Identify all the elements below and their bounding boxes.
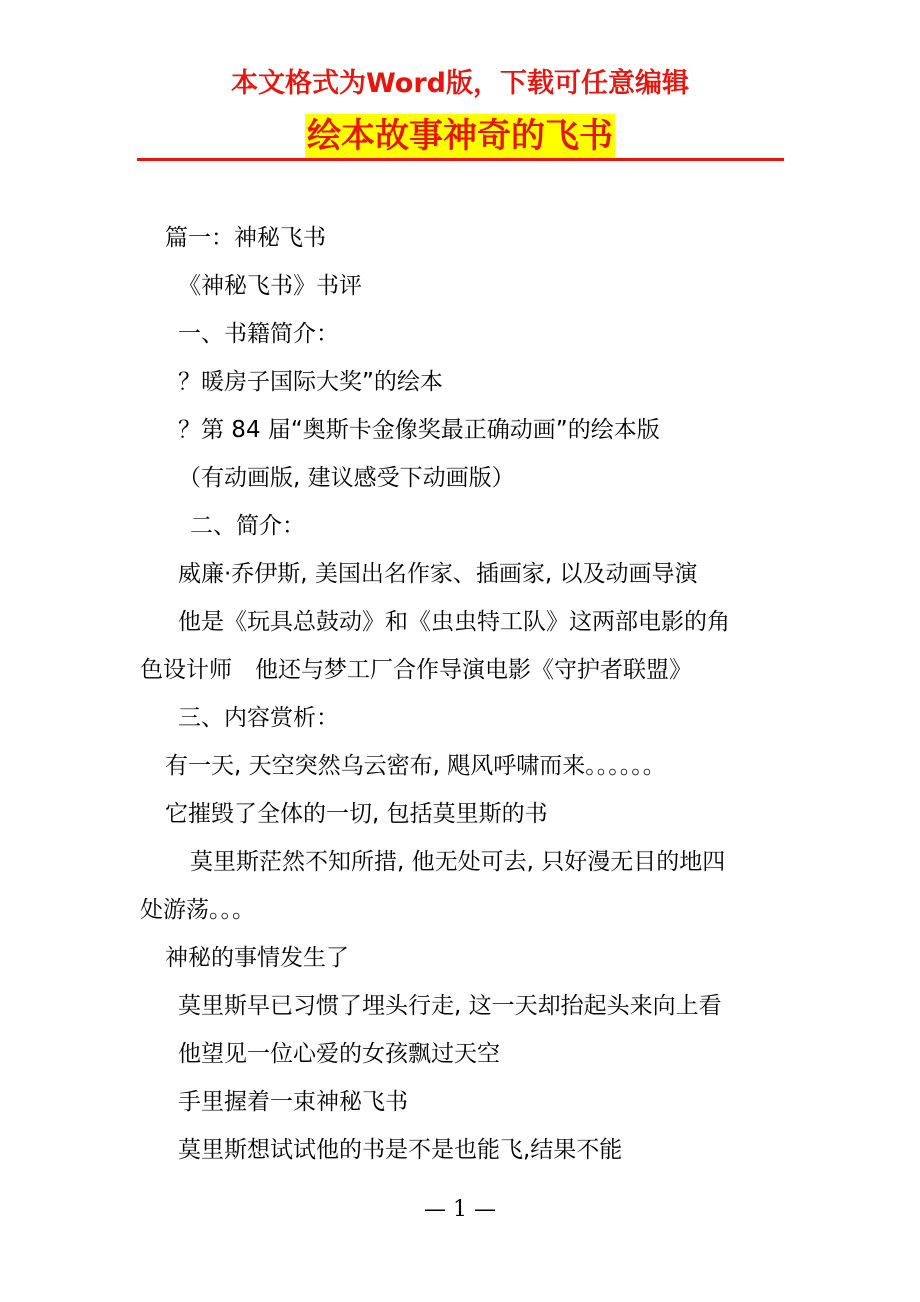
body-line: 莫里斯想试试他的书是不是也能飞,结果不能 (178, 1137, 623, 1163)
body-line: 他是《玩具总鼓动》和《虫虫特工队》这两部电影的角 (178, 609, 730, 635)
page-number: — 1 — (424, 1197, 496, 1222)
book-review-title: 《神秘飞书》书评 (178, 273, 362, 299)
body-line: （有动画版, 建议感受下动画版） (178, 465, 515, 491)
body-line: ？第 84 届“奥斯卡金像奖最正确动画”的绘本版 (178, 417, 660, 443)
title-container (0, 114, 920, 158)
body-line: 有一天, 天空突然乌云密布, 飓风呼啸而来。。。。。。 (165, 753, 666, 779)
body-line: 他望见一位心爱的女孩飘过天空 (178, 1041, 500, 1067)
format-notice-banner: 本文格式为Word版，下载可任意编辑 (230, 68, 689, 99)
body-line: 色设计师 他还与梦工厂合作导演电影《守护者联盟》 (140, 657, 692, 683)
body-line: 手里握着一束神秘飞书 (178, 1089, 408, 1115)
body-line: 神秘的事情发生了 (165, 945, 349, 971)
body-line: 莫里斯茫然不知所措, 他无处可去, 只好漫无目的地四 (190, 849, 726, 875)
title-divider (137, 158, 784, 161)
subsection-heading: 二、简介： (190, 513, 305, 539)
body-line: ？暖房子国际大奖”的绘本 (178, 369, 443, 395)
subsection-heading: 三、内容赏析： (178, 705, 339, 731)
document-title: 绘本故事神奇的飞书 (307, 116, 613, 156)
subsection-heading: 一、书籍简介： (178, 321, 339, 347)
body-line: 威廉·乔伊斯, 美国出名作家、插画家, 以及动画导演 (178, 561, 698, 587)
body-line: 莫里斯早已习惯了埋头行走, 这一天却抬起头来向上看 (178, 993, 722, 1019)
section-heading: 篇一：神秘飞书 (165, 225, 326, 251)
body-line: 处游荡。。。 (140, 897, 255, 923)
body-line: 它摧毁了全体的一切, 包括莫里斯的书 (165, 801, 548, 827)
